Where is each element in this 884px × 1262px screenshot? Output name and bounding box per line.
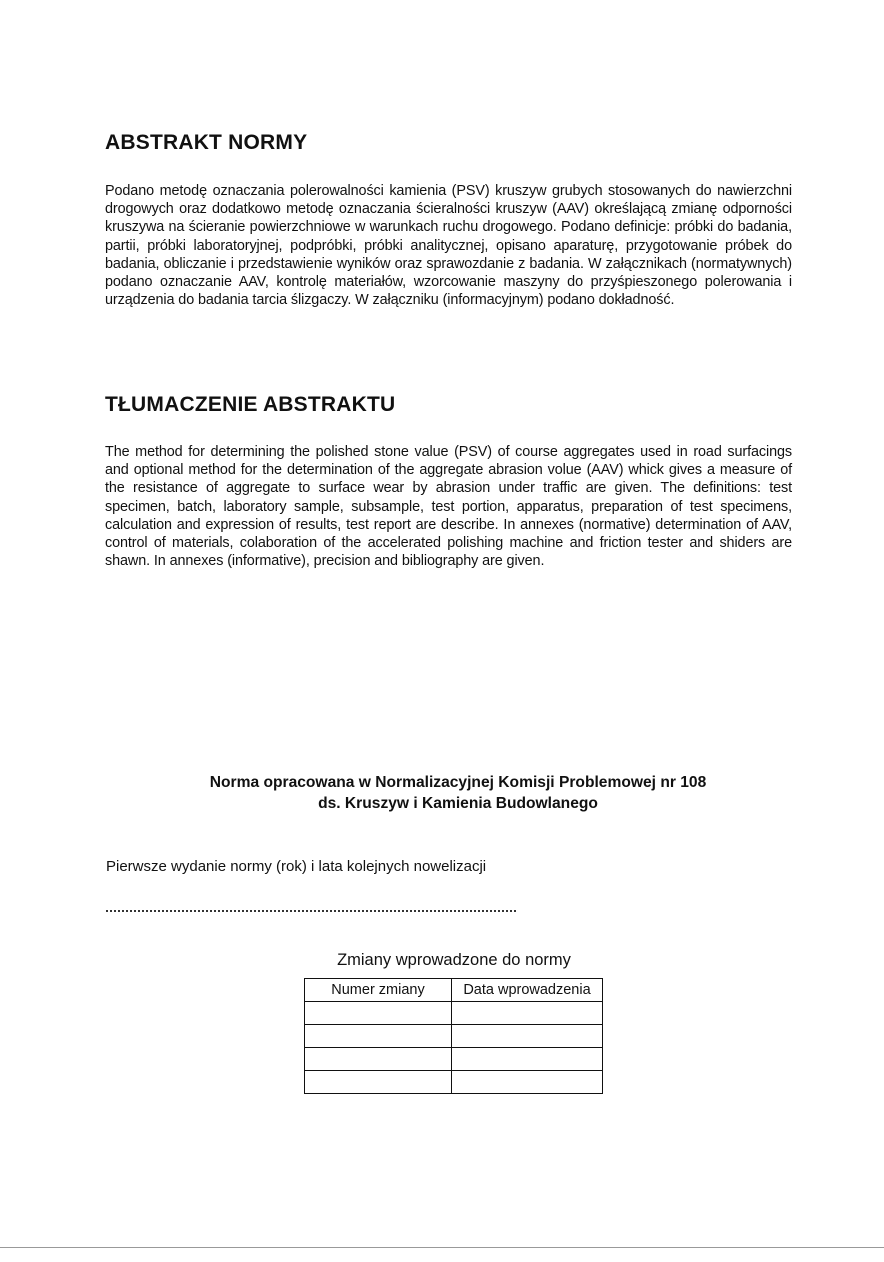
header-date-introduced: Data wprowadzenia xyxy=(452,979,603,1002)
table-cell xyxy=(305,1002,452,1025)
table-cell xyxy=(305,1025,452,1048)
table-row xyxy=(305,1071,603,1094)
table-header-row xyxy=(305,979,603,1002)
dotted-fill-line xyxy=(106,896,516,912)
committee-line-2: ds. Kruszyw i Kamienia Budowlanego xyxy=(318,795,598,812)
translation-text: The method for determining the polished stone value (PSV) of course aggregates used in road surfacings and optional method for the determination of the aggregate abrasion volue (AAV) whick gives a measure of the resistance of aggregate to surface wear by abrasion under traffic are given. The definitions: test specimen, batch, laboratory sample, subsample, test portion, apparatus, preparation of test specimens, calculation and expression of results, test report are describe. In annexes (normative) determination of AAV, control of materials, colaboration of the accelerated polishing machine and friction tester and shiders are shawn. In annexes (informative), precision and bibliography are given. xyxy=(105,444,792,570)
table-cell xyxy=(305,1048,452,1071)
table-row xyxy=(305,1048,603,1071)
abstract-heading: ABSTRAKT NORMY xyxy=(105,131,308,154)
changes-table xyxy=(304,978,603,1094)
table-row xyxy=(305,1025,603,1048)
table-cell xyxy=(452,1048,603,1071)
page-bottom-rule xyxy=(0,1247,884,1248)
table-cell xyxy=(452,1002,603,1025)
changes-table-caption: Zmiany wprowadzone do normy xyxy=(337,951,571,969)
header-change-number: Numer zmiany xyxy=(305,979,452,1002)
table-cell xyxy=(452,1025,603,1048)
table-cell xyxy=(305,1071,452,1094)
table-cell xyxy=(452,1071,603,1094)
committee-line-1: Norma opracowana w Normalizacyjnej Komisji Problemowej nr 108 xyxy=(209,774,707,791)
translation-heading: TŁUMACZENIE ABSTRAKTU xyxy=(105,393,396,416)
table-row xyxy=(305,1002,603,1025)
edition-label: Pierwsze wydanie normy (rok) i lata kolejnych nowelizacji xyxy=(106,858,487,875)
abstract-text: Podano metodę oznaczania polerowalności kamienia (PSV) kruszyw grubych stosowanych do nawierzchni drogowych oraz dodatkowo metodę oznaczania ścieralności kruszyw (AAV) określającą zmianę odporności kruszywa na ścieranie powierzchniowe w warunkach ruchu drogowego. Podano definicje: próbki do badania, partii, próbki laboratoryjnej, podpróbki, próbki analitycznej, opisano aparaturę, przygotowanie próbek do badania, obliczanie i przedstawienie wyników oraz sprawozdanie z badania. W załącznikach (normatywnych) podano oznaczanie AAV, kontrolę materiałów, wzorcowanie maszyny do przyśpieszonego polerowania i urządzenia do badania tarcia ślizgaczy. W załączniku (informacyjnym) podano dokładność. xyxy=(105,183,792,309)
